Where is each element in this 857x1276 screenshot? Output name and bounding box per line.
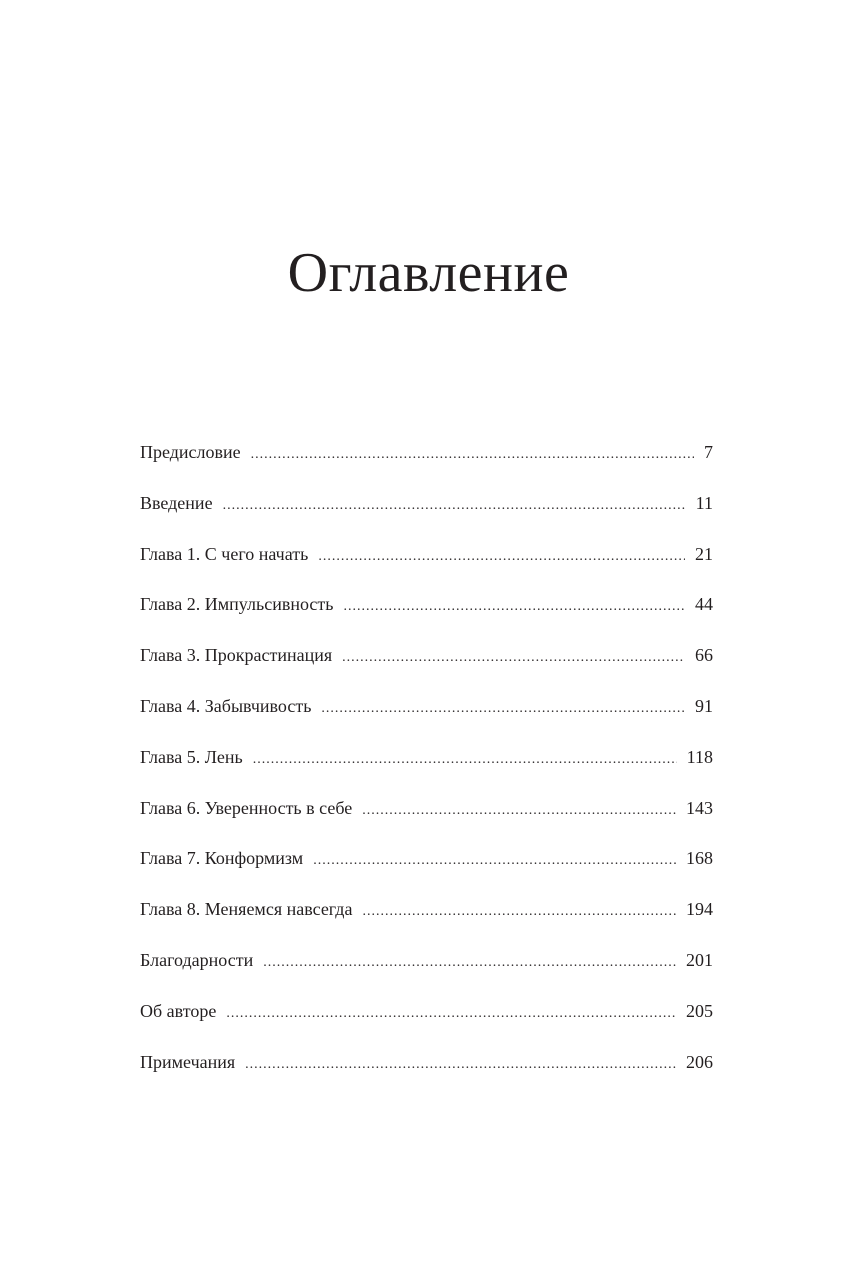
toc-entry-page-number: 168 xyxy=(686,848,713,869)
dot-leader xyxy=(226,1000,676,1028)
toc-entry[interactable] xyxy=(140,946,713,997)
dot-leader xyxy=(251,441,694,469)
toc-entry[interactable] xyxy=(140,844,713,895)
toc-entry-label: Глава 6. Уверенность в себе xyxy=(140,797,353,818)
dot-leader xyxy=(321,695,685,723)
dot-leader xyxy=(362,898,676,926)
dot-leader xyxy=(362,797,676,825)
toc-entry-label: Глава 8. Меняемся навсегда xyxy=(140,899,353,920)
toc-entry-page-number: 66 xyxy=(695,645,713,666)
dot-leader xyxy=(318,543,685,571)
toc-entry[interactable] xyxy=(140,438,713,489)
toc-entry-label: Примечания xyxy=(140,1051,236,1072)
toc-entry[interactable] xyxy=(140,997,713,1048)
toc-entry[interactable] xyxy=(140,1048,713,1099)
dot-leader xyxy=(342,644,685,672)
dot-leader xyxy=(263,949,676,977)
toc-entry[interactable] xyxy=(140,489,713,540)
toc-entry-page-number: 11 xyxy=(695,492,713,513)
toc-entry-label: Глава 4. Забывчивость xyxy=(140,695,312,716)
toc-entry[interactable] xyxy=(140,692,713,743)
toc-entry-label: Глава 7. Конформизм xyxy=(140,848,304,869)
toc-entry[interactable] xyxy=(140,590,713,641)
toc-entry-label: Глава 5. Лень xyxy=(140,746,243,767)
toc-entry-label: Благодарности xyxy=(140,949,254,970)
toc-entry-label: Об авторе xyxy=(140,1000,217,1021)
toc-entry-page-number: 206 xyxy=(686,1051,713,1072)
toc-entry-label: Введение xyxy=(140,492,213,513)
dot-leader xyxy=(343,593,685,621)
dot-leader xyxy=(253,746,677,774)
toc-entry-page-number: 21 xyxy=(695,543,713,564)
toc-entry-page-number: 143 xyxy=(686,797,713,818)
dot-leader xyxy=(245,1051,676,1079)
toc-entry-label: Глава 1. С чего начать xyxy=(140,543,309,564)
toc-entry-label: Глава 2. Импульсивность xyxy=(140,594,334,615)
toc-entry-label: Предисловие xyxy=(140,442,241,462)
toc-entry[interactable] xyxy=(140,540,713,591)
toc-entry-page-number: 205 xyxy=(686,1000,713,1021)
toc-entry-page-number: 194 xyxy=(686,899,713,920)
dot-leader xyxy=(313,847,676,875)
toc-entry-page-number: 7 xyxy=(704,442,713,462)
toc-entry-page-number: 44 xyxy=(695,594,713,615)
toc-entry[interactable] xyxy=(140,743,713,794)
toc-entry-label: Глава 3. Прокрастинация xyxy=(140,645,333,666)
toc-entry-page-number: 118 xyxy=(686,746,713,767)
table-of-contents xyxy=(140,438,713,1098)
toc-entry[interactable] xyxy=(140,794,713,845)
toc-entry-page-number: 201 xyxy=(686,949,713,970)
toc-entry[interactable] xyxy=(140,641,713,692)
toc-entry[interactable] xyxy=(140,895,713,946)
dot-leader xyxy=(223,492,686,520)
toc-entry-page-number: 91 xyxy=(695,695,713,716)
page-title: Оглавление xyxy=(287,242,570,304)
